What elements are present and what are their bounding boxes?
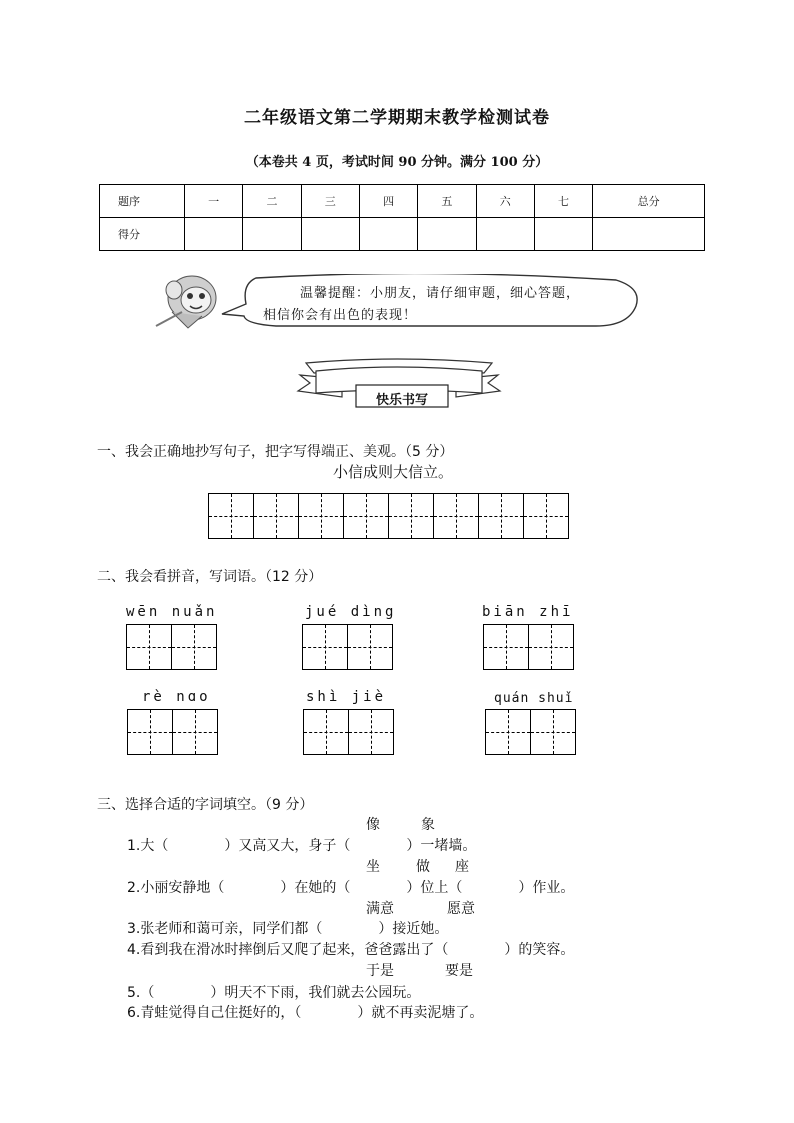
section1-heading: 一、我会正确地抄写句子，把字写得端正、美观。（5 分） [97, 444, 454, 460]
grid-cell[interactable] [128, 710, 173, 754]
score-cell: 六 [476, 185, 534, 218]
word-grid[interactable] [126, 624, 217, 670]
grid-cell[interactable] [173, 710, 218, 754]
grid-cell[interactable] [434, 494, 479, 538]
banner-label: 快乐书写 [375, 393, 428, 408]
question-4: 4.看到我在滑冰时摔倒后又爬了起来，爸爸露出了（ ）的笑容。 [127, 942, 575, 958]
pinyin-label: quán shuǐ [494, 691, 574, 706]
score-cell: 三 [301, 185, 359, 218]
pinyin-label: jué dìng [305, 604, 397, 620]
reminder-line-2: 相信你会有出色的表现！ [263, 308, 418, 323]
pinyin-label: shì jiè [306, 689, 387, 705]
score-label: 得分 [100, 218, 185, 251]
score-cell: 总分 [593, 185, 705, 218]
score-input-cell[interactable] [476, 218, 534, 251]
score-input-cell[interactable] [185, 218, 243, 251]
grid-cell[interactable] [344, 494, 389, 538]
reminder-line-1: 温馨提醒：小朋友，请仔细审题，细心答题， [300, 286, 581, 301]
pinyin-label: wēn nuǎn [126, 604, 218, 620]
score-cell: 二 [243, 185, 301, 218]
score-cell: 题序 [100, 185, 185, 218]
score-input-cell[interactable] [534, 218, 592, 251]
grid-cell[interactable] [304, 710, 349, 754]
word-grid[interactable] [483, 624, 574, 670]
grid-cell[interactable] [303, 625, 348, 669]
grid-cell[interactable] [172, 625, 217, 669]
score-input-cell[interactable] [301, 218, 359, 251]
grid-cell[interactable] [348, 625, 393, 669]
grid-cell[interactable] [479, 494, 524, 538]
monkey-mascot-icon [152, 268, 224, 334]
page-title: 二年级语文第二学期期末教学检测试卷 [244, 108, 550, 128]
word-choice: 做 [416, 859, 430, 875]
copy-sentence: 小信成则大信立。 [333, 463, 454, 481]
score-input-cell[interactable] [359, 218, 417, 251]
score-cell: 一 [185, 185, 243, 218]
question-2: 2.小丽安静地（ ）在她的（ ）位上（ ）作业。 [127, 880, 575, 896]
pinyin-label: rè nɑo [142, 689, 211, 705]
question-3: 3.张老师和蔼可亲，同学们都（ ）接近她。 [127, 921, 449, 937]
grid-cell[interactable] [531, 710, 576, 754]
grid-cell[interactable] [524, 494, 569, 538]
grid-cell[interactable] [127, 625, 172, 669]
pinyin-label: biān zhī [482, 604, 574, 620]
word-grid[interactable] [302, 624, 393, 670]
word-grid[interactable] [485, 709, 576, 755]
grid-cell[interactable] [299, 494, 344, 538]
score-input-cell[interactable] [243, 218, 301, 251]
grid-cell[interactable] [529, 625, 574, 669]
score-cell: 七 [534, 185, 592, 218]
score-input-cell[interactable] [418, 218, 476, 251]
section3-heading: 三、选择合适的字词填空。（9 分） [97, 797, 314, 813]
word-choice: 座 [455, 859, 469, 875]
grid-cell[interactable] [486, 710, 531, 754]
score-table [99, 184, 705, 251]
score-cell: 四 [359, 185, 417, 218]
word-choice: 象 [421, 817, 435, 833]
question-5: 5.（ ）明天不下雨，我们就去公园玩。 [127, 985, 421, 1001]
word-choice: 愿意 [447, 901, 475, 917]
word-choice: 要是 [445, 963, 473, 979]
section2-heading: 二、我会看拼音，写词语。（12 分） [97, 569, 323, 585]
word-grid[interactable] [127, 709, 218, 755]
score-table-header-row [100, 185, 705, 218]
word-grid[interactable] [303, 709, 394, 755]
word-choice: 坐 [366, 859, 380, 875]
grid-cell[interactable] [254, 494, 299, 538]
grid-cell[interactable] [349, 710, 394, 754]
writing-grid-section1[interactable] [208, 493, 569, 539]
word-choice: 于是 [366, 963, 394, 979]
question-6: 6.青蛙觉得自己住挺好的，（ ）就不再卖泥塘了。 [127, 1005, 484, 1021]
grid-cell[interactable] [209, 494, 254, 538]
question-1: 1.大（ ）又高又大，身子（ ）一堵墙。 [127, 838, 477, 854]
grid-cell[interactable] [389, 494, 434, 538]
exam-info: （本卷共 4 页，考试时间 90 分钟。满分 100 分） [245, 155, 549, 170]
word-choice: 满意 [366, 901, 394, 917]
score-cell: 五 [418, 185, 476, 218]
word-choice: 像 [366, 817, 380, 833]
score-input-cell[interactable] [593, 218, 705, 251]
grid-cell[interactable] [484, 625, 529, 669]
score-table-score-row [100, 218, 705, 251]
